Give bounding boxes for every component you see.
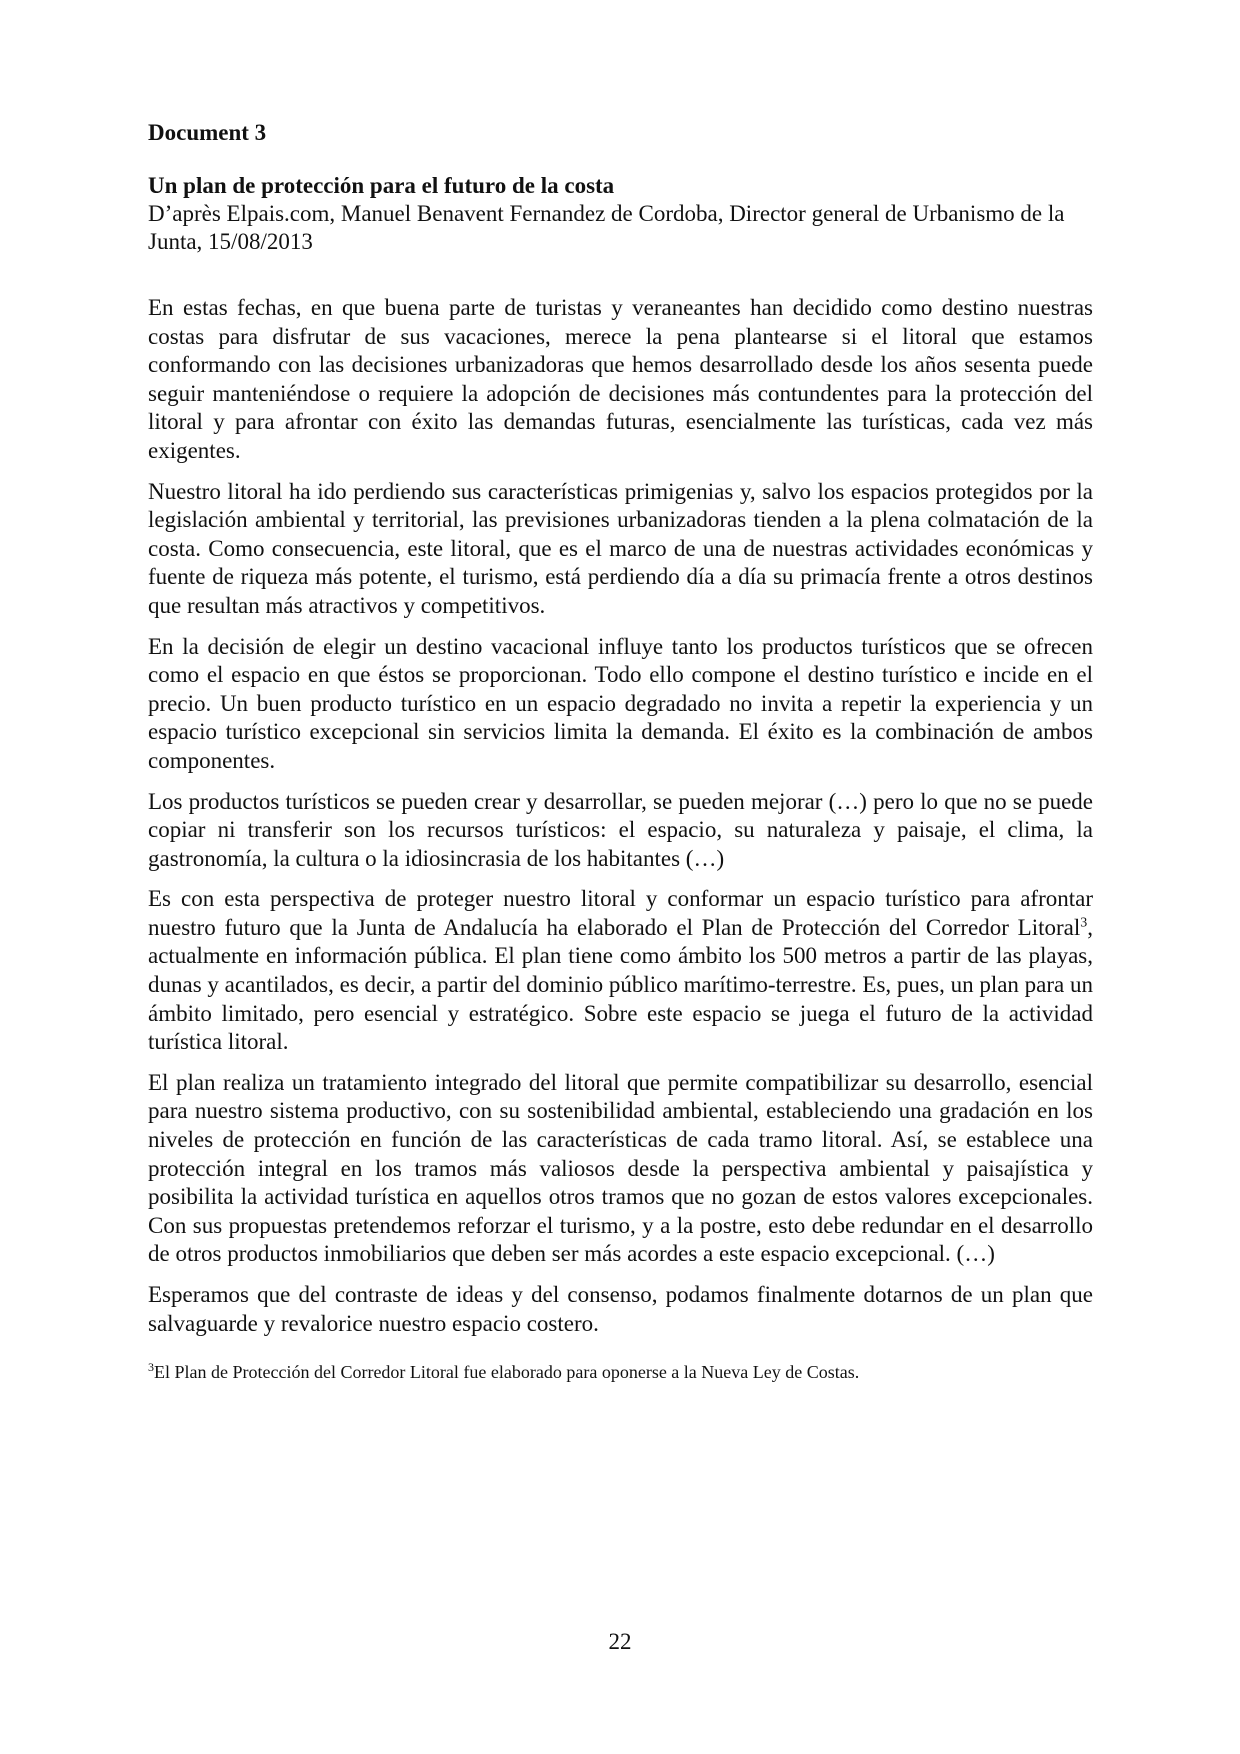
page-number: 22 [608,1629,632,1654]
footnote-text: El Plan de Protección del Corredor Litoral fue elaborado para oponerse a la Nueva Ley de Costas. [154,1362,860,1383]
paragraph-4: Los productos turísticos se pueden crear y desarrollar, se pueden mejorar (…) pero lo que no se puede copiar ni transferir son los recursos turísticos: el espacio, su naturaleza y paisaje, el clima, la gastronomía, la cultura o la idiosincrasia de los habitantes (…) [148,788,1093,871]
paragraph-5 [148,885,1093,1057]
paragraph-3: En la decisión de elegir un destino vacacional influye tanto los productos turísticos que se ofrecen como el espacio en que éstos se proporcionan. Todo ello compone el destino turístico e incide en el precio. Un buen producto turístico en un espacio degradado no invita a repetir la experiencia y un espacio turístico excepcional sin servicios limita la demanda. El éxito es la combinación de ambos componentes. [148,633,1093,773]
footnote-reference: 3 [1080,915,1088,931]
paragraph-2: Nuestro litoral ha ido perdiendo sus características primigenias y, salvo los espacios protegidos por la legislación ambiental y territorial, las previsiones urbanizadoras tienden a la plena colmatación de la costa. Como consecuencia, este litoral, que es el marco de una de nuestras actividades económicas y fuente de riqueza más potente, el turismo, está perdiendo día a día su primacía frente a otros destinos que resultan más atractivos y competitivos. [148,478,1093,618]
paragraph-5-text-before: Es con esta perspectiva de proteger nuestro litoral y conformar un espacio turístico para afrontar nuestro futuro que la Junta de Andalucía ha elaborado el Plan de Protección del Corredor Litoral [148,886,1093,940]
paragraph-1: En estas fechas, en que buena parte de turistas y veraneantes han decidido como destino nuestras costas para disfrutar de sus vacaciones, merece la pena plantearse si el litoral que estamos conformando con las decisiones urbanizadoras que hemos desarrollado desde los años sesenta puede seguir manteniéndose o requiere la adopción de decisiones más contundentes para la protección del litoral y para afrontar con éxito las demandas futuras, esencialmente las turísticas, cada vez más exigentes. [148,295,1093,463]
article-title: Un plan de protección para el futuro de la costa [148,173,615,198]
paragraph-7: Esperamos que del contraste de ideas y del consenso, podamos finalmente dotarnos de un plan que salvaguarde y revalorice nuestro espacio costero. [148,1282,1093,1336]
document-label: Document 3 [148,120,267,145]
footnote-number: 3 [148,1360,154,1375]
footnote [148,1360,1093,1384]
page-content [148,118,1093,1384]
paragraph-5-text-after: , actualmente en información pública. El plan tiene como ámbito los 500 metros a partir de las playas, dunas y acantilados, es decir, a partir del dominio público marítimo-terrestre. Es, pues, un plan para un ámbito limitado, pero esencial y estratégico. Sobre este espacio se juega el futuro de la actividad turística litoral. [148,914,1093,1055]
paragraph-6: El plan realiza un tratamiento integrado del litoral que permite compatibilizar su desarrollo, esencial para nuestro sistema productivo, con su sostenibilidad ambiental, estableciendo una gradación en los niveles de protección en función de las características de cada tramo litoral. Así, se establece una protección integral en los tramos más valiosos desde la perspectiva ambiental y paisajística y posibilita la actividad turística en aquellos otros tramos que no gozan de estos valores excepcionales. Con sus propuestas pretendemos reforzar el turismo, y a la postre, esto debe redundar en el desarrollo de otros productos inmobiliarios que deben ser más acordes a este espacio excepcional. (…) [148,1069,1093,1267]
article-source: D’après Elpais.com, Manuel Benavent Fernandez de Cordoba, Director general de Urbanismo de la Junta, 15/08/2013 [148,201,1065,254]
